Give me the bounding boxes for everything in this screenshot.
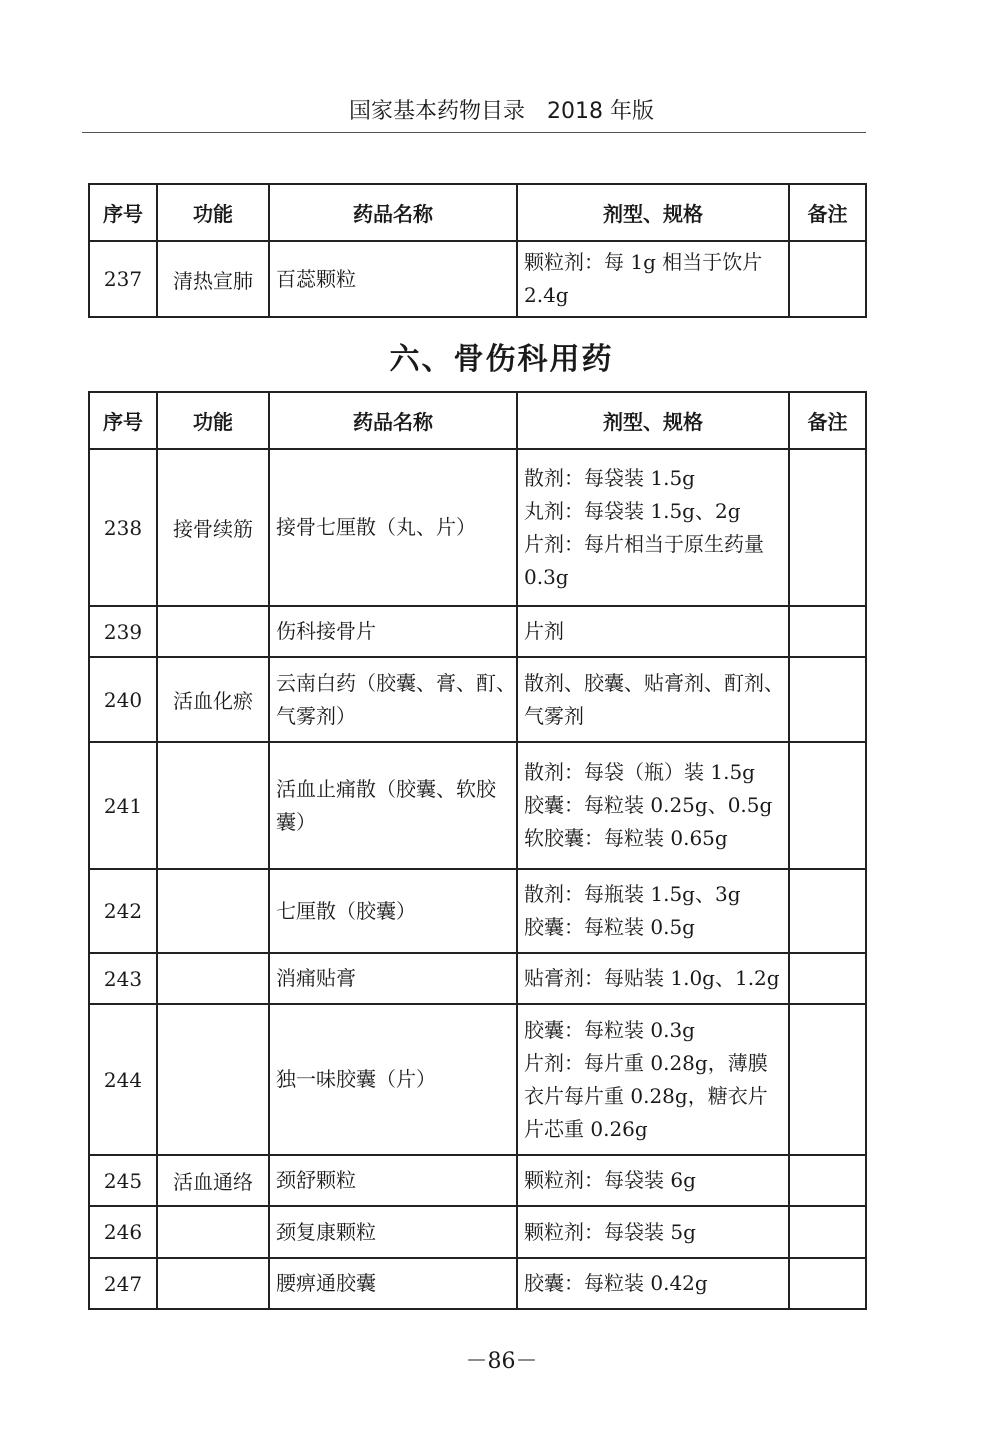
table-row <box>89 449 866 606</box>
cell-function: 清热宣肺 <box>157 241 269 317</box>
header-divider <box>82 132 866 133</box>
spec-line: 散剂：每瓶装 1.5g、3g <box>524 882 741 906</box>
cell-spec <box>517 1206 789 1258</box>
cell-drug-name: 七厘散（胶囊） <box>269 869 517 953</box>
drug-table-1 <box>88 183 867 318</box>
cell-function: 活血通络 <box>157 1155 269 1206</box>
table-row <box>89 657 866 742</box>
cell-number: 243 <box>89 953 157 1004</box>
cell-note <box>789 869 866 953</box>
table-row <box>89 1004 866 1155</box>
table-row <box>89 1155 866 1206</box>
table-row <box>89 1206 866 1258</box>
cell-drug-name: 活血止痛散（胶囊、软胶囊） <box>269 742 517 869</box>
table-row <box>89 606 866 657</box>
cell-number: 239 <box>89 606 157 657</box>
spec-line: 2.4g <box>524 283 569 307</box>
cell-note <box>789 1004 866 1155</box>
spec-line: 颗粒剂：每袋装 6g <box>524 1168 696 1192</box>
cell-drug-name: 颈舒颗粒 <box>269 1155 517 1206</box>
col-header-no: 序号 <box>89 392 157 449</box>
spec-line: 片剂 <box>524 619 564 643</box>
col-header-no: 序号 <box>89 184 157 241</box>
cell-drug-name: 消痛贴膏 <box>269 953 517 1004</box>
col-header-note: 备注 <box>789 184 866 241</box>
cell-drug-name: 伤科接骨片 <box>269 606 517 657</box>
cell-spec <box>517 1258 789 1309</box>
table-header-row <box>89 392 866 449</box>
spec-line: 片剂：每片重 0.28g，薄膜 <box>524 1050 768 1075</box>
spec-line: 胶囊：每粒装 0.3g <box>524 1017 695 1042</box>
spec-line: 气雾剂 <box>524 703 584 728</box>
cell-spec <box>517 1004 789 1155</box>
cell-number: 242 <box>89 869 157 953</box>
spec-line: 散剂：每袋（瓶）装 1.5g <box>524 760 755 784</box>
col-header-function: 功能 <box>157 392 269 449</box>
cell-spec <box>517 1155 789 1206</box>
cell-note <box>789 742 866 869</box>
cell-function: 接骨续筋 <box>157 449 269 606</box>
cell-spec <box>517 449 789 606</box>
table-row <box>89 742 866 869</box>
cell-function <box>157 1206 269 1258</box>
table-row <box>89 1258 866 1309</box>
spec-line: 丸剂：每袋装 1.5g、2g <box>524 498 741 523</box>
col-header-spec: 剂型、规格 <box>517 392 789 449</box>
spec-line: 片剂：每片相当于原生药量 <box>524 531 764 556</box>
page-number: －86－ <box>465 1349 538 1374</box>
cell-drug-name: 颈复康颗粒 <box>269 1206 517 1258</box>
cell-note <box>789 953 866 1004</box>
cell-function <box>157 1004 269 1155</box>
spec-line: 胶囊：每粒装 0.42g <box>524 1271 708 1295</box>
cell-function <box>157 1258 269 1309</box>
cell-drug-name: 云南白药（胶囊、膏、酊、气雾剂） <box>269 657 517 742</box>
spec-line: 片芯重 0.26g <box>524 1116 648 1141</box>
table-row <box>89 953 866 1004</box>
cell-spec <box>517 606 789 657</box>
cell-function: 活血化瘀 <box>157 657 269 742</box>
cell-function <box>157 742 269 869</box>
spec-line: 散剂、胶囊、贴膏剂、酊剂、 <box>524 670 784 695</box>
cell-function <box>157 953 269 1004</box>
table-header-row <box>89 184 866 241</box>
cell-number: 241 <box>89 742 157 869</box>
col-header-spec: 剂型、规格 <box>517 184 789 241</box>
col-header-function: 功能 <box>157 184 269 241</box>
cell-note <box>789 657 866 742</box>
cell-drug-name: 接骨七厘散（丸、片） <box>269 449 517 606</box>
section-title: 六、骨伤科用药 <box>389 342 614 377</box>
table-row <box>89 869 866 953</box>
spec-line: 胶囊：每粒装 0.5g <box>524 915 695 939</box>
table-row <box>89 241 866 317</box>
cell-note <box>789 1155 866 1206</box>
spec-line: 颗粒剂：每袋装 5g <box>524 1219 696 1244</box>
cell-spec <box>517 657 789 742</box>
drug-table-2 <box>88 391 867 1310</box>
cell-number: 245 <box>89 1155 157 1206</box>
cell-function <box>157 606 269 657</box>
cell-note <box>789 606 866 657</box>
spec-line: 0.3g <box>524 564 569 589</box>
spec-line: 颗粒剂：每 1g 相当于饮片 <box>524 250 763 274</box>
page-header-title: 国家基本药物目录 2018 年版 <box>349 99 654 124</box>
cell-spec <box>517 869 789 953</box>
cell-number: 238 <box>89 449 157 606</box>
spec-line: 贴膏剂：每贴装 1.0g、1.2g <box>524 966 780 990</box>
cell-number: 244 <box>89 1004 157 1155</box>
cell-drug-name: 百蕊颗粒 <box>269 241 517 317</box>
cell-note <box>789 1206 866 1258</box>
cell-note <box>789 449 866 606</box>
cell-spec <box>517 742 789 869</box>
cell-number: 247 <box>89 1258 157 1309</box>
cell-spec <box>517 241 789 317</box>
spec-line: 胶囊：每粒装 0.25g、0.5g <box>524 793 773 817</box>
col-header-name: 药品名称 <box>269 392 517 449</box>
cell-number: 237 <box>89 241 157 317</box>
cell-number: 246 <box>89 1206 157 1258</box>
col-header-note: 备注 <box>789 392 866 449</box>
cell-drug-name: 独一味胶囊（片） <box>269 1004 517 1155</box>
spec-line: 衣片每片重 0.28g，糖衣片 <box>524 1083 768 1108</box>
col-header-name: 药品名称 <box>269 184 517 241</box>
cell-spec <box>517 953 789 1004</box>
cell-note <box>789 1258 866 1309</box>
spec-line: 软胶囊：每粒装 0.65g <box>524 826 728 850</box>
cell-function <box>157 869 269 953</box>
spec-line: 散剂：每袋装 1.5g <box>524 465 695 490</box>
cell-drug-name: 腰痹通胶囊 <box>269 1258 517 1309</box>
cell-number: 240 <box>89 657 157 742</box>
cell-note <box>789 241 866 317</box>
